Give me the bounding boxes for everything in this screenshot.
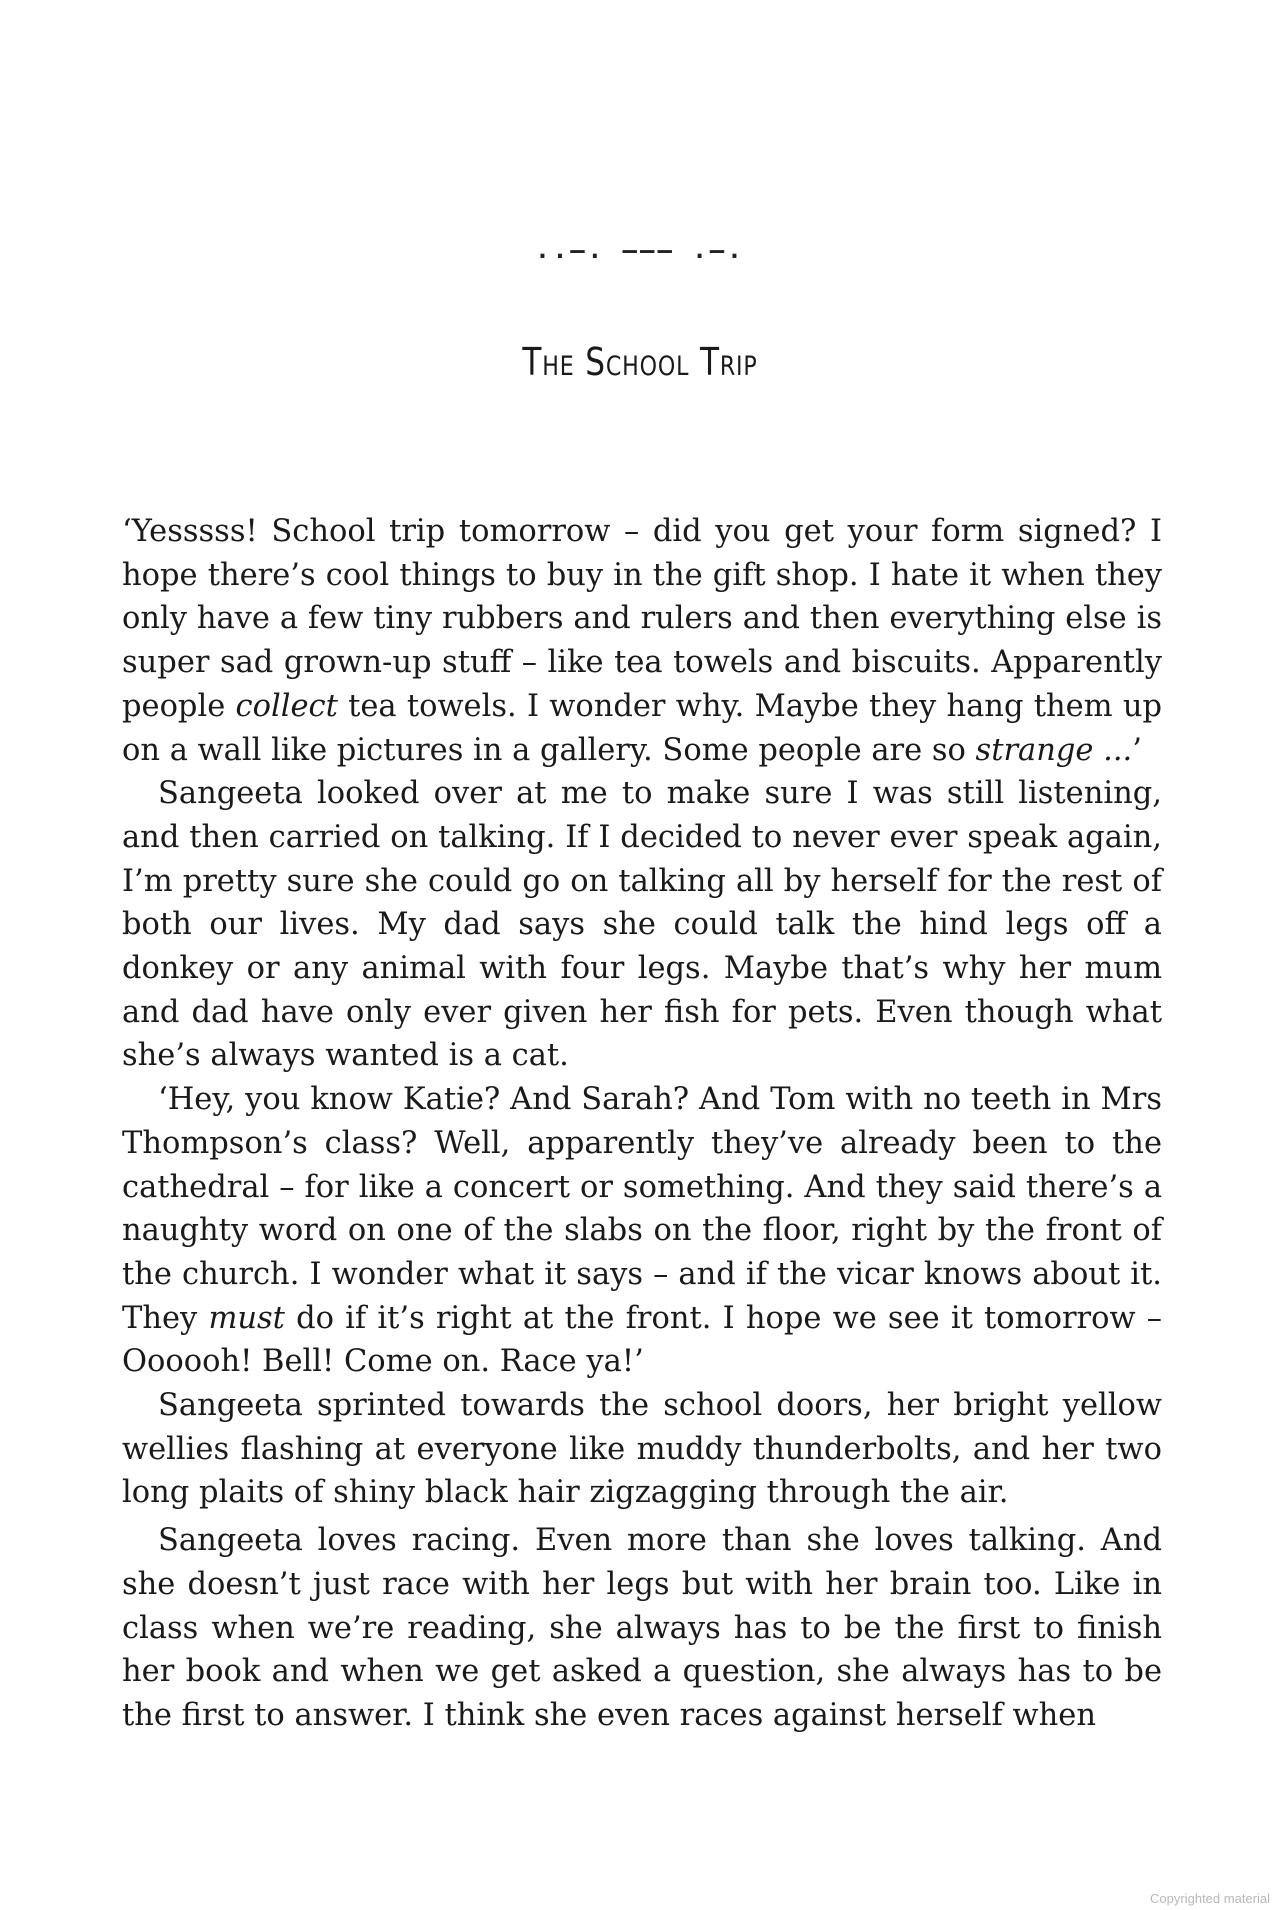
- copyright-watermark: Copyrighted material: [1150, 1891, 1270, 1906]
- paragraph-5: Sangeeta loves racing. Even more than she loves talking. And she doesn’t just race with her legs but with her brain too. Like in class when we’re reading, she always has to be the first to finish her book and when we get asked a question, she always has to be the first to answer. I think she even races against herself when: [122, 1523, 1162, 1733]
- paragraph-3: ‘Hey, you know Katie? And Sarah? And Tom with no teeth in Mrs Thompson’s class? Well, apparently they’ve already been to the cathedral – for like a concert or something. And they said there’s a naughty word on one of the slabs on the floor, right by the front of the church. I wonder what it says – and if the vicar knows about it. They must do if it’s right at the front. I hope we see it tomorrow – Oooooh! Bell! Come on. Race ya!’: [122, 1082, 1162, 1380]
- paragraph-1: ‘Yesssss! School trip tomorrow – did you get your form signed? I hope there’s cool things to buy in the gift shop. I hate it when they only have a few tiny rubbers and rulers and then everything else is super sad grown-up stuff – like tea towels and biscuits. Apparently people collect tea towels. I wonder why. Maybe they hang them up on a wall like pictures in a gallery. Some people are so strange ...’: [122, 514, 1162, 768]
- paragraph-2: Sangeeta looked over at me to make sure I was still listening, and then carried on talking. If I decided to never ever speak again, I’m pretty sure she could go on talking all by herself for the rest of both our lives. My dad says she could talk the hind legs off a donkey or any animal with four legs. Maybe that’s why her mum and dad have only ever given her fish for pets. Even though what she’s always wanted is a cat.: [122, 776, 1162, 1074]
- chapter-title: The School Trip: [522, 340, 758, 384]
- morse-ornament: ..—. ——— .—.: [535, 236, 745, 264]
- paragraph-4: Sangeeta sprinted towards the school doors, her bright yellow wellies flashing at everyone like muddy thunderbolts, and her two long plaits of shiny black hair zigzagging through the air.: [122, 1388, 1162, 1511]
- chapter-body: [122, 510, 1162, 1738]
